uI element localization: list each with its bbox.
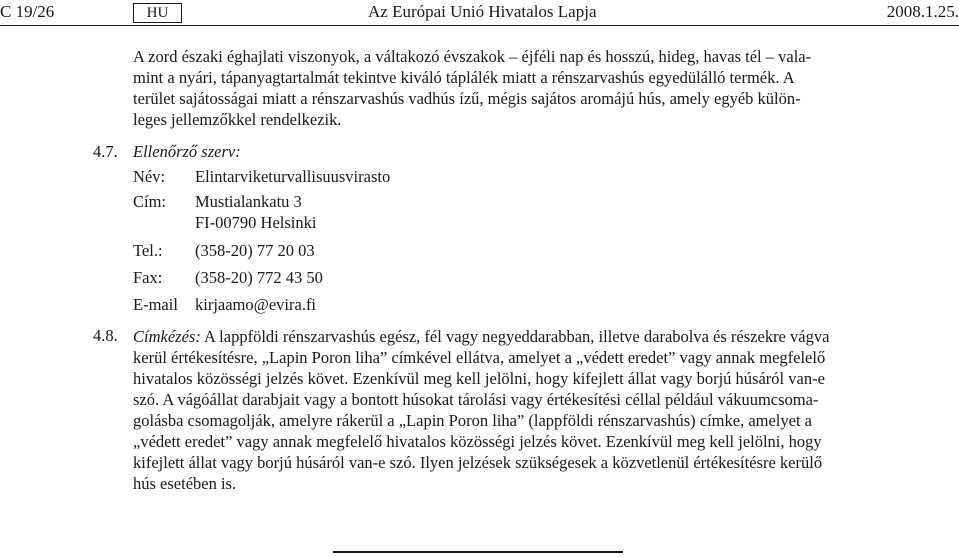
tel-value: (358-20) 77 20 03	[195, 241, 315, 260]
address-street: Mustialankatu 3	[195, 192, 302, 211]
text-line-start: A lappföldi rénszarvashús egész, fél vagy negyeddarabban, illetve darabolva és részekre vágva	[204, 327, 830, 346]
journal-reference: C 19/26	[0, 2, 55, 21]
email-value[interactable]: kirjaamo@evira.fi	[195, 295, 317, 314]
address-label: Cím:	[133, 192, 167, 211]
language-badge: HU	[133, 3, 182, 23]
page-header	[0, 0, 959, 26]
name-value: Elintarviketurvallisuusvirasto	[195, 167, 391, 186]
text-line: golásba csomagolják, amelyre rákerül a „Lapin Poron liha” (lappföldi rénszarvashús) címke, amelyet a	[133, 411, 812, 430]
journal-title: Az Európai Unió Hivatalos Lapja	[368, 2, 597, 21]
text-line: leges jellemzőkkel rendelkezik.	[133, 110, 342, 129]
text-line: kerül értékesítésre, „Lapin Poron liha” címkével ellátva, amelyet a „védett eredet” vagy annak megfelelő	[133, 348, 826, 367]
text-line: mint a nyári, tápanyagtartalmát tekintve kiváló táplálék miatt a rénszarvashús egyedülálló termék. A	[133, 68, 795, 87]
section-title-labelling: Címkézés:	[133, 327, 201, 346]
paragraph-description	[133, 46, 959, 130]
text-line: terület sajátosságai miatt a rénszarvashús vadhús ízű, mégis sajátos aromájú hús, amely egyéb külön-	[133, 89, 801, 108]
text-line	[133, 326, 959, 347]
email-label: E-mail	[133, 295, 178, 314]
section-number-4-7: 4.7.	[93, 142, 118, 161]
fax-value: (358-20) 772 43 50	[195, 268, 323, 287]
text-line: szó. A vágóállat darabjait vagy a bontott húsokat tárolási vagy értékesítési céllal például vákuumcsoma-	[133, 390, 819, 409]
paragraph-labelling	[133, 326, 959, 494]
name-label: Név:	[133, 167, 166, 186]
section-title-inspection-body: Ellenőrző szerv:	[133, 142, 241, 161]
publication-date: 2008.1.25.	[886, 2, 959, 21]
text-line: kifejlett állat vagy borjú húsáról van-e szó. Ilyen jelzések szükségesek a közvetlenül értékesítésre kerülő	[133, 453, 823, 472]
text-line: A zord északi éghajlati viszonyok, a váltakozó évszakok – éjféli nap és hosszú, hideg, havas tél – vala-	[133, 47, 812, 66]
fax-label: Fax:	[133, 268, 163, 287]
tel-label: Tel.:	[133, 241, 163, 260]
text-line: hivatalos közösségi jelzés követ. Ezenkívül meg kell jelölni, hogy kifejlett állat vagy borjú húsáról van-e	[133, 369, 825, 388]
header-rule	[0, 25, 959, 26]
section-number-4-8: 4.8.	[93, 326, 118, 345]
text-line: hús esetében is.	[133, 474, 237, 493]
end-rule	[333, 551, 623, 553]
address-city: FI-00790 Helsinki	[195, 213, 317, 232]
text-line: „védett eredet” vagy annak megfelelő hivatalos közösségi jelzés követ. Ezenkívül meg kell jelölni, hogy	[133, 432, 822, 451]
